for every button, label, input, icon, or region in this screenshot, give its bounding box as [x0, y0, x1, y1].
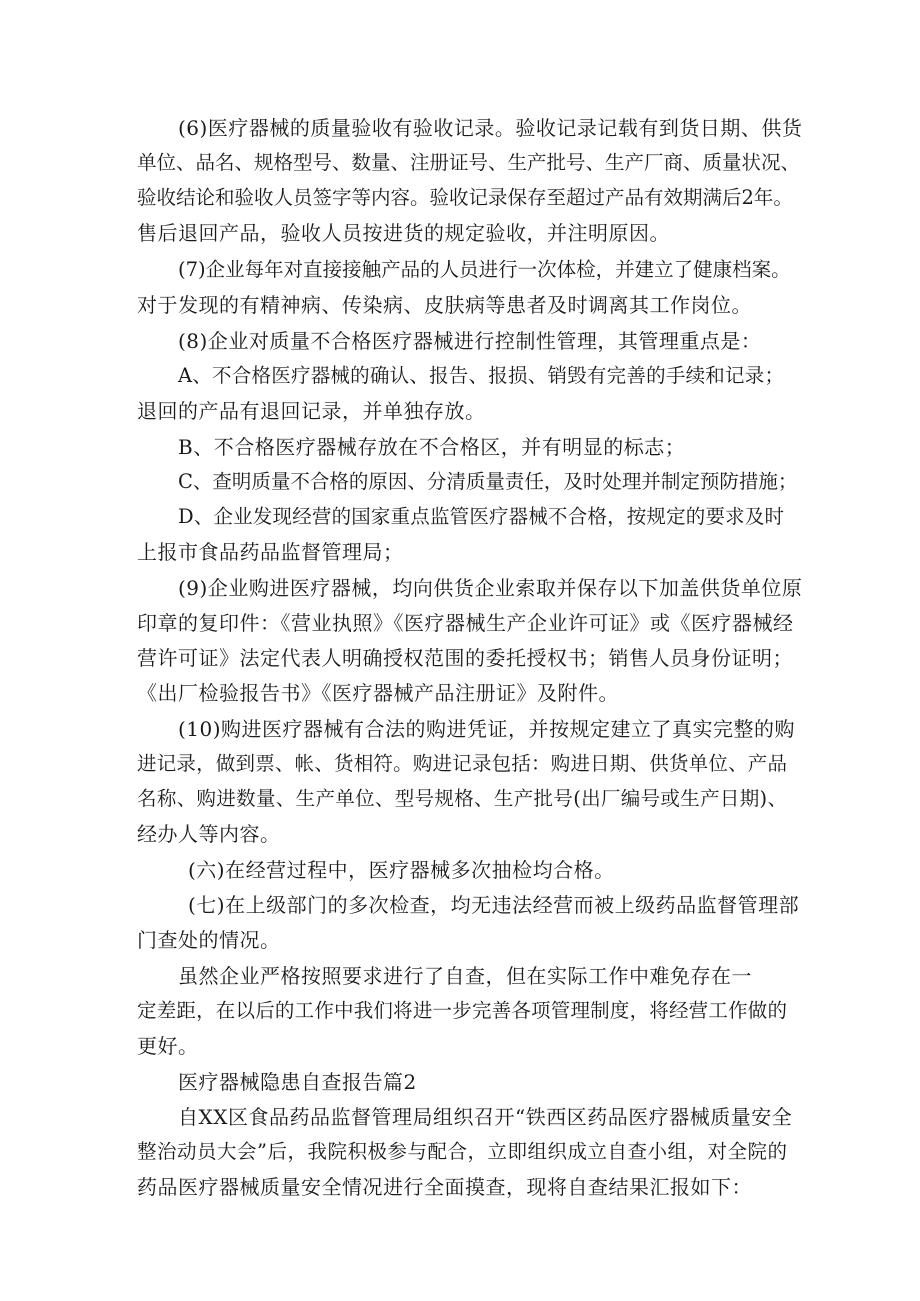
para-9-line-3: 营许可证》法定代表人明确授权范围的委托授权书；销售人员身份证明； [137, 646, 793, 670]
para-6-line-1: (6)医疗器械的质量验收有验收记录。验收记录记载有到货日期、供货 [178, 116, 803, 140]
conclusion-line-1: 虽然企业严格按照要求进行了自查，但在实际工作中难免存在一 [178, 964, 752, 988]
para-10-line-3: 名称、购进数量、生产单位、型号规格、生产批号(出厂编号或生产日期)、 [137, 787, 787, 810]
para-a-line-2: 退回的产品有退回记录，并单独存放。 [137, 399, 486, 423]
para-8-line-1: (8)企业对质量不合格医疗器械进行控制性管理，其管理重点是： [178, 329, 762, 353]
para-seven-line-2: 门查处的情况。 [137, 928, 281, 952]
intro-line-1: 自XX区食品药品监督管理局组织召开“铁西区药品医疗器械质量安全 [178, 1105, 793, 1129]
para-seven-line-1: (七)在上级部门的多次检查，均无违法经营而被上级药品监督管理部 [188, 893, 800, 917]
para-7-line-2: 对于发现的有精神病、传染病、皮肤病等患者及时调离其工作岗位。 [137, 293, 752, 317]
para-6-line-3: 验收结论和验收人员签字等内容。验收记录保存至超过产品有效期满后2年。 [137, 186, 793, 209]
intro-line-2: 整治动员大会”后，我院积极参与配合，立即组织成立自查小组，对全院的 [137, 1140, 787, 1163]
para-9-line-2: 印章的复印件：《营业执照》《医疗器械生产企业许可证》或《医疗器械经 [137, 611, 794, 635]
para-six-line-1: (六)在经营过程中，医疗器械多次抽检均合格。 [188, 858, 615, 882]
para-c-line-1: C、查明质量不合格的原因、分清质量责任，及时处理并制定预防措施； [178, 470, 798, 493]
para-b-line-1: B、不合格医疗器械存放在不合格区，并有明显的标志； [178, 435, 686, 459]
intro-line-3: 药品医疗器械质量安全情况进行全面摸查，现将自查结果汇报如下： [137, 1175, 752, 1199]
conclusion-line-3: 更好。 [137, 1034, 199, 1058]
para-6-line-4: 售后退回产品，验收人员按进货的规定验收，并注明原因。 [137, 221, 670, 245]
para-9-line-4: 《出厂检验报告书》《医疗器械产品注册证》及附件。 [137, 681, 619, 705]
conclusion-line-2: 定差距，在以后的工作中我们将进一步完善各项管理制度，将经营工作做的 [137, 999, 787, 1022]
para-10-line-1: (10)购进医疗器械有合法的购进凭证，并按规定建立了真实完整的购 [178, 717, 796, 741]
para-6-line-2: 单位、品名、规格型号、数量、注册证号、生产批号、生产厂商、质量状况、 [137, 151, 801, 174]
para-7-line-1: (7)企业每年对直接接触产品的人员进行一次体检，并建立了健康档案。 [178, 258, 791, 281]
para-10-line-2: 进记录，做到票、帐、货相符。购进记录包括：购进日期、供货单位、产品 [137, 752, 787, 775]
section-heading: 医疗器械隐患自查报告篇2 [178, 1070, 417, 1094]
para-9-line-1: (9)企业购进医疗器械，均向供货企业索取并保存以下加盖供货单位原 [178, 576, 803, 600]
para-a-line-1: A、不合格医疗器械的确认、报告、报损、销毁有完善的手续和记录； [178, 364, 784, 387]
para-d-line-2: 上报市食品药品监督管理局； [137, 540, 404, 564]
para-10-line-4: 经办人等内容。 [137, 822, 281, 846]
para-d-line-1: D、企业发现经营的国家重点监管医疗器械不合格，按规定的要求及时 [178, 505, 784, 528]
